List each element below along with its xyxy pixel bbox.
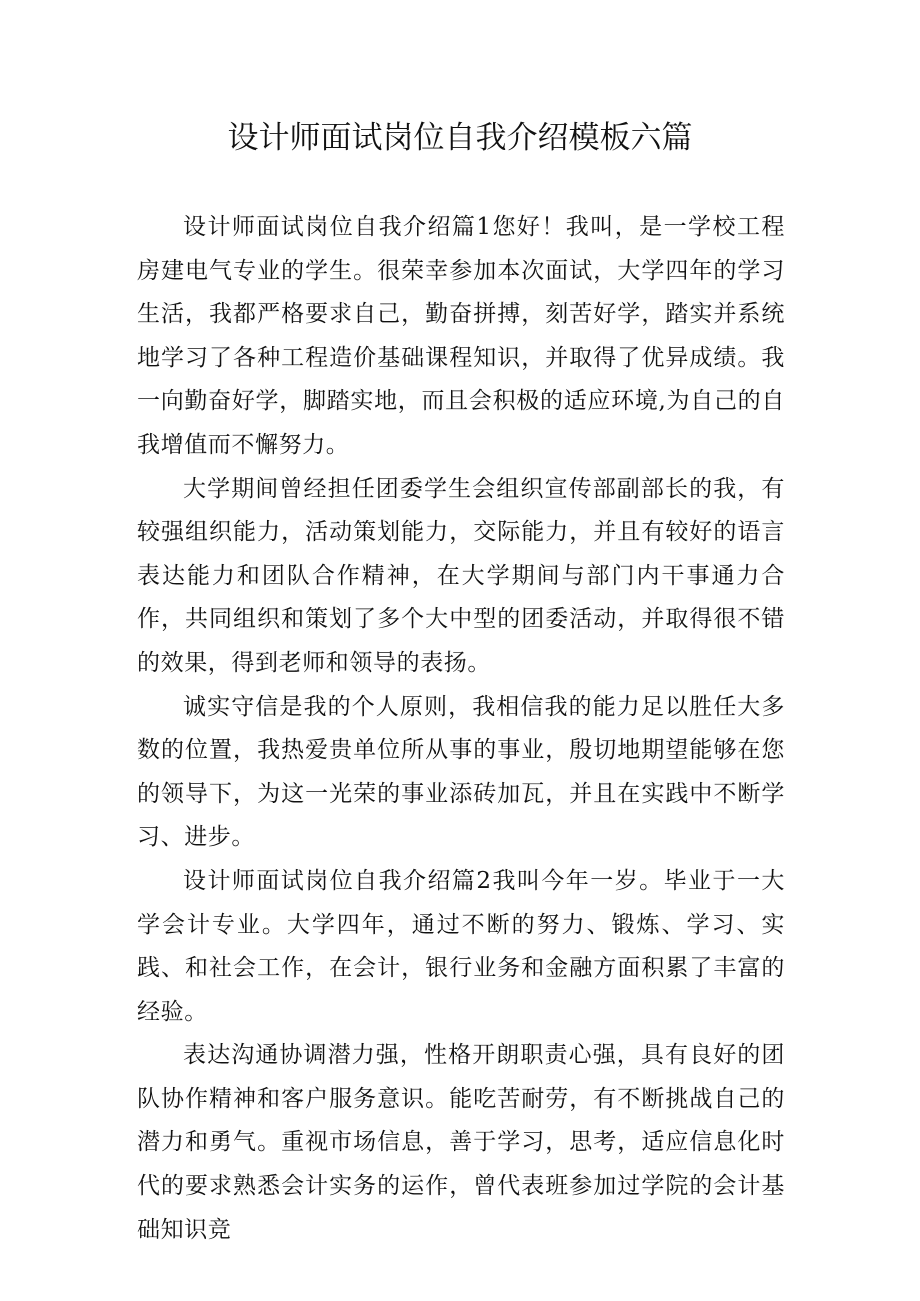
document-body [137, 206, 785, 1252]
paragraph-2: 大学期间曾经担任团委学生会组织宣传部副部长的我，有较强组织能力，活动策划能力，交际能力，并且有较好的语言表达能力和团队合作精神，在大学期间与部门内干事通力合作，共同组织和策划了多个大中型的团委活动，并取得很不错的效果，得到老师和领导的表扬。 [137, 475, 785, 676]
paragraph-5: 表达沟通协调潜力强，性格开朗职责心强，具有良好的团队协作精神和客户服务意识。能吃苦耐劳，有不断挑战自己的潜力和勇气。重视市场信息，善于学习，思考，适应信息化时代的要求熟悉会计实务的运作，曾代表班参加过学院的会计基础知识竞 [137, 1042, 785, 1243]
document-title: 设计师面试岗位自我介绍模板六篇 [227, 120, 693, 156]
paragraph-4: 设计师面试岗位自我介绍篇2我叫今年一岁。毕业于一大学会计专业。大学四年，通过不断的努力、锻炼、学习、实践、和社会工作，在会计，银行业务和金融方面积累了丰富的经验。 [137, 867, 785, 1025]
paragraph-3: 诚实守信是我的个人原则，我相信我的能力足以胜任大多数的位置，我热爱贵单位所从事的事业，殷切地期望能够在您的领导下，为这一光荣的事业添砖加瓦，并且在实践中不断学习、进步。 [137, 693, 785, 851]
paragraph-1: 设计师面试岗位自我介绍篇1您好！我叫，是一学校工程房建电气专业的学生。很荣幸参加本次面试，大学四年的学习生活，我都严格要求自己，勤奋拼搏，刻苦好学，踏实并系统地学习了各种工程造价基础课程知识，并取得了优异成绩。我一向勤奋好学，脚踏实地，而且会积极的适应环境,为自己的自我增值而不懈努力。 [137, 214, 785, 458]
